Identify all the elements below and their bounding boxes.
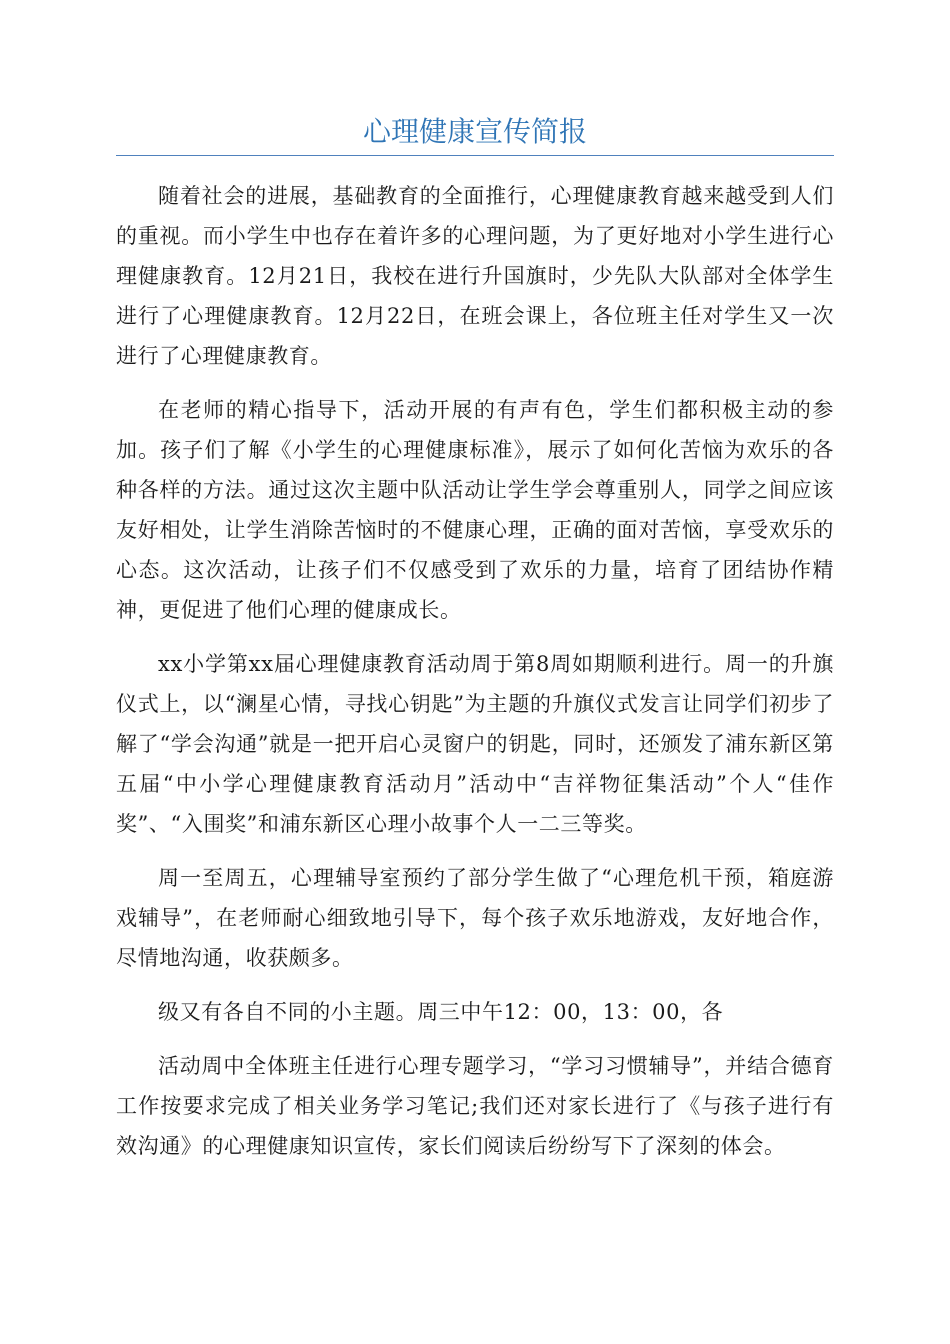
paragraph-6: 活动周中全体班主任进行心理专题学习，“学习习惯辅导”，并结合德育工作按要求完成了相关业务学习笔记;我们还对家长进行了《与孩子进行有效沟通》的心理健康知识宣传，家长们阅读后纷纷写下了深刻的体会。 xyxy=(116,1054,834,1158)
paragraph-4: 周一至周五，心理辅导室预约了部分学生做了“心理危机干预，箱庭游戏辅导”，在老师耐心细致地引导下，每个孩子欢乐地游戏，友好地合作，尽情地沟通，收获颇多。 xyxy=(116,866,834,970)
title-underline xyxy=(116,155,834,156)
paragraph-1: 随着社会的进展，基础教育的全面推行，心理健康教育越来越受到人们的重视。而小学生中也存在着许多的心理问题，为了更好地对小学生进行心理健康教育。12月21日，我校在进行升国旗时，少先队大队部对全体学生进行了心理健康教育。12月22日，在班会课上，各位班主任对学生又一次进行了心理健康教育。 xyxy=(116,184,834,368)
paragraph-3: xx小学第xx届心理健康教育活动周于第8周如期顺利进行。周一的升旗仪式上，以“澜星心情，寻找心钥匙”为主题的升旗仪式发言让同学们初步了解了“学会沟通”就是一把开启心灵窗户的钥匙，同时，还颁发了浦东新区第五届“中小学心理健康教育活动月”活动中“吉祥物征集活动”个人“佳作奖”、“入围奖”和浦东新区心理小故事个人一二三等奖。 xyxy=(116,652,834,836)
paragraph-2: 在老师的精心指导下，活动开展的有声有色，学生们都积极主动的参加。孩子们了解《小学生的心理健康标准》，展示了如何化苦恼为欢乐的各种各样的方法。通过这次主题中队活动让学生学会尊重别人，同学之间应该友好相处，让学生消除苦恼时的不健康心理，正确的面对苦恼，享受欢乐的心态。这次活动，让孩子们不仅感受到了欢乐的力量，培育了团结协作精神，更促进了他们心理的健康成长。 xyxy=(116,398,834,622)
paragraph-5: 级又有各自不同的小主题。周三中午12：00，13：00，各 xyxy=(158,1000,724,1024)
page-title: 心理健康宣传简报 xyxy=(362,115,587,148)
document-body xyxy=(116,176,834,1180)
